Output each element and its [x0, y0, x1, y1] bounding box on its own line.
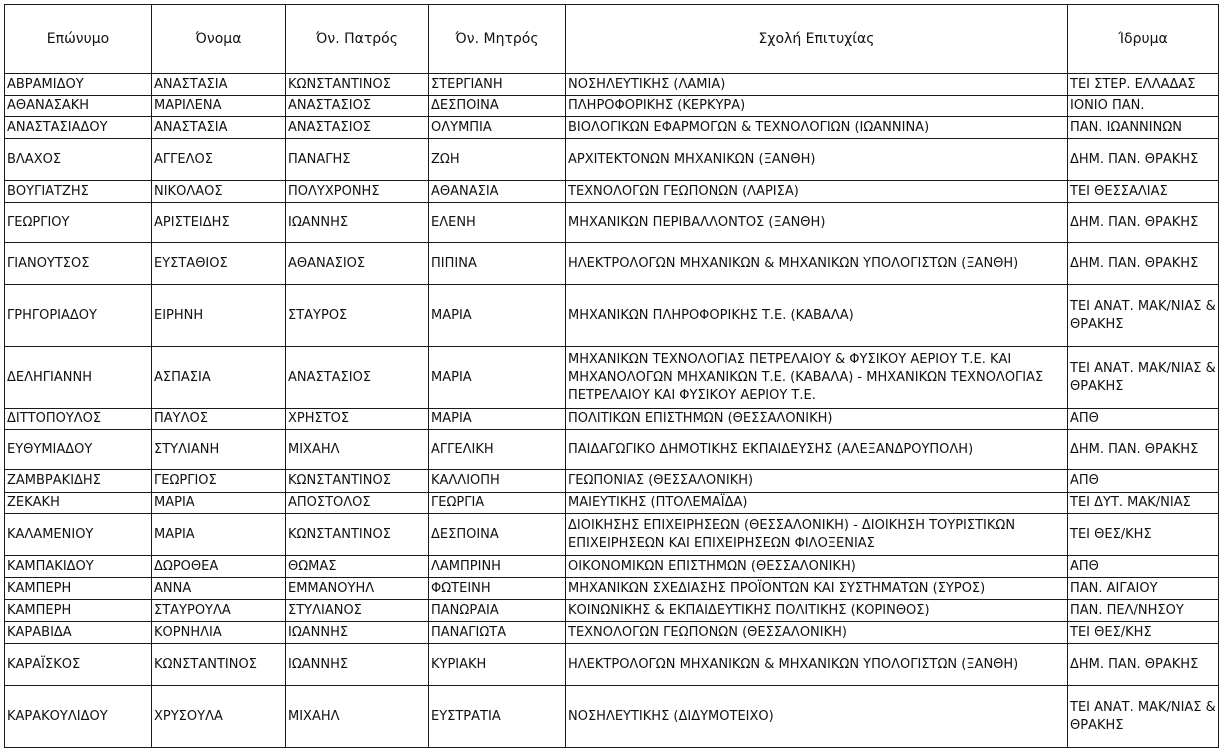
cell-father-name: ΑΘΑΝΑΣΙΟΣ: [286, 243, 429, 285]
cell-first-name: ΕΥΣΤΑΘΙΟΣ: [152, 243, 286, 285]
cell-first-name: ΚΟΡΝΗΛΙΑ: [152, 622, 286, 644]
table-row: [5, 243, 1219, 285]
table-row: [5, 96, 1219, 117]
cell-first-name: ΜΑΡΙΑ: [152, 493, 286, 514]
cell-institution: ΤΕΙ ΘΕΣ/ΚΗΣ: [1068, 622, 1219, 644]
cell-father-name: ΘΩΜΑΣ: [286, 556, 429, 578]
cell-first-name: ΑΡΙΣΤΕΙΔΗΣ: [152, 203, 286, 243]
cell-mother-name: ΓΕΩΡΓΙΑ: [429, 493, 566, 514]
cell-school: ΜΗΧΑΝΙΚΩΝ ΤΕΧΝΟΛΟΓΙΑΣ ΠΕΤΡΕΛΑΙΟΥ & ΦΥΣΙΚΟΥ ΑΕΡΙΟΥ Τ.Ε. ΚΑΙ ΜΗΧΑΝΟΛΟΓΩΝ ΜΗΧΑΝΙΚΩΝ Τ.Ε. (ΚΑΒΑΛΑ) - ΜΗΧΑΝΙΚΩΝ ΤΕΧΝΟΛΟΓΙΑΣ ΠΕΤΡΕΛΑΙΟΥ ΚΑΙ ΦΥΣΙΚΟΥ ΑΕΡΙΟΥ Τ.Ε.: [566, 347, 1068, 409]
table-row: [5, 139, 1219, 181]
cell-mother-name: ΠΑΝΑΓΙΩΤΑ: [429, 622, 566, 644]
table-row: [5, 493, 1219, 514]
cell-institution: ΑΠΘ: [1068, 409, 1219, 430]
cell-surname: ΚΑΜΠΑΚΙΔΟΥ: [5, 556, 152, 578]
cell-father-name: ΚΩΝΣΤΑΝΤΙΝΟΣ: [286, 74, 429, 96]
cell-surname: ΚΑΜΠΕΡΗ: [5, 578, 152, 600]
cell-father-name: ΧΡΗΣΤΟΣ: [286, 409, 429, 430]
cell-mother-name: ΦΩΤΕΙΝΗ: [429, 578, 566, 600]
cell-school: ΤΕΧΝΟΛΟΓΩΝ ΓΕΩΠΟΝΩΝ (ΛΑΡΙΣΑ): [566, 181, 1068, 203]
table-row: [5, 285, 1219, 347]
cell-school: ΜΗΧΑΝΙΚΩΝ ΠΕΡΙΒΑΛΛΟΝΤΟΣ (ΞΑΝΘΗ): [566, 203, 1068, 243]
cell-surname: ΑΘΑΝΑΣΑΚΗ: [5, 96, 152, 117]
cell-surname: ΓΙΑΝΟΥΤΣΟΣ: [5, 243, 152, 285]
cell-father-name: ΕΜΜΑΝΟΥΗΛ: [286, 578, 429, 600]
cell-father-name: ΠΑΝΑΓΗΣ: [286, 139, 429, 181]
cell-mother-name: ΖΩΗ: [429, 139, 566, 181]
cell-mother-name: ΑΓΓΕΛΙΚΗ: [429, 430, 566, 470]
cell-institution: ΤΕΙ ΘΕΣΣΑΛΙΑΣ: [1068, 181, 1219, 203]
cell-mother-name: ΔΕΣΠΟΙΝΑ: [429, 96, 566, 117]
cell-surname: ΒΟΥΓΙΑΤΖΗΣ: [5, 181, 152, 203]
cell-father-name: ΑΝΑΣΤΑΣΙΟΣ: [286, 117, 429, 139]
cell-father-name: ΙΩΑΝΝΗΣ: [286, 203, 429, 243]
cell-father-name: ΙΩΑΝΝΗΣ: [286, 644, 429, 686]
cell-father-name: ΣΤΑΥΡΟΣ: [286, 285, 429, 347]
cell-surname: ΚΑΡΑΒΙΔΑ: [5, 622, 152, 644]
cell-surname: ΚΑΛΑΜΕΝΙΟΥ: [5, 514, 152, 556]
table-row: [5, 203, 1219, 243]
cell-surname: ΕΥΘΥΜΙΑΔΟΥ: [5, 430, 152, 470]
cell-first-name: ΜΑΡΙΑ: [152, 514, 286, 556]
cell-institution: ΔΗΜ. ΠΑΝ. ΘΡΑΚΗΣ: [1068, 644, 1219, 686]
cell-father-name: ΜΙΧΑΗΛ: [286, 430, 429, 470]
cell-institution: ΠΑΝ. ΙΩΑΝΝΙΝΩΝ: [1068, 117, 1219, 139]
cell-first-name: ΧΡΥΣΟΥΛΑ: [152, 686, 286, 748]
table-row: [5, 644, 1219, 686]
cell-mother-name: ΛΑΜΠΡΙΝΗ: [429, 556, 566, 578]
table-row: [5, 600, 1219, 622]
cell-first-name: ΚΩΝΣΤΑΝΤΙΝΟΣ: [152, 644, 286, 686]
cell-first-name: ΔΩΡΟΘΕΑ: [152, 556, 286, 578]
cell-school: ΜΗΧΑΝΙΚΩΝ ΣΧΕΔΙΑΣΗΣ ΠΡΟΪΟΝΤΩΝ ΚΑΙ ΣΥΣΤΗΜΑΤΩΝ (ΣΥΡΟΣ): [566, 578, 1068, 600]
cell-father-name: ΑΝΑΣΤΑΣΙΟΣ: [286, 347, 429, 409]
cell-surname: ΖΑΜΒΡΑΚΙΔΗΣ: [5, 470, 152, 493]
cell-mother-name: ΣΤΕΡΓΙΑΝΗ: [429, 74, 566, 96]
cell-school: ΜΑΙΕΥΤΙΚΗΣ (ΠΤΟΛΕΜΑΪΔΑ): [566, 493, 1068, 514]
cell-school: ΔΙΟΙΚΗΣΗΣ ΕΠΙΧΕΙΡΗΣΕΩΝ (ΘΕΣΣΑΛΟΝΙΚΗ) - ΔΙΟΙΚΗΣΗ ΤΟΥΡΙΣΤΙΚΩΝ ΕΠΙΧΕΙΡΗΣΕΩΝ ΚΑΙ ΕΠΙΧΕΙΡΗΣΕΩΝ ΦΙΛΟΞΕΝΙΑΣ: [566, 514, 1068, 556]
header-first-name: Όνομα: [152, 5, 286, 74]
cell-institution: ΤΕΙ ΑΝΑΤ. ΜΑΚ/ΝΙΑΣ & ΘΡΑΚΗΣ: [1068, 285, 1219, 347]
results-table: [4, 4, 1219, 748]
cell-surname: ΚΑΜΠΕΡΗ: [5, 600, 152, 622]
cell-school: ΝΟΣΗΛΕΥΤΙΚΗΣ (ΔΙΔΥΜΟΤΕΙΧΟ): [566, 686, 1068, 748]
table-row: [5, 470, 1219, 493]
cell-institution: ΤΕΙ ΣΤΕΡ. ΕΛΛΑΔΑΣ: [1068, 74, 1219, 96]
cell-father-name: ΚΩΝΣΤΑΝΤΙΝΟΣ: [286, 470, 429, 493]
cell-school: ΝΟΣΗΛΕΥΤΙΚΗΣ (ΛΑΜΙΑ): [566, 74, 1068, 96]
table-row: [5, 409, 1219, 430]
cell-surname: ΑΒΡΑΜΙΔΟΥ: [5, 74, 152, 96]
header-row: [5, 5, 1219, 74]
cell-first-name: ΣΤΑΥΡΟΥΛΑ: [152, 600, 286, 622]
cell-school: ΠΛΗΡΟΦΟΡΙΚΗΣ (ΚΕΡΚΥΡΑ): [566, 96, 1068, 117]
cell-institution: ΔΗΜ. ΠΑΝ. ΘΡΑΚΗΣ: [1068, 139, 1219, 181]
cell-first-name: ΓΕΩΡΓΙΟΣ: [152, 470, 286, 493]
cell-surname: ΖΕΚΑΚΗ: [5, 493, 152, 514]
table-row: [5, 578, 1219, 600]
cell-school: ΤΕΧΝΟΛΟΓΩΝ ΓΕΩΠΟΝΩΝ (ΘΕΣΣΑΛΟΝΙΚΗ): [566, 622, 1068, 644]
cell-surname: ΓΡΗΓΟΡΙΑΔΟΥ: [5, 285, 152, 347]
cell-surname: ΒΛΑΧΟΣ: [5, 139, 152, 181]
cell-school: ΠΟΛΙΤΙΚΩΝ ΕΠΙΣΤΗΜΩΝ (ΘΕΣΣΑΛΟΝΙΚΗ): [566, 409, 1068, 430]
cell-institution: ΤΕΙ ΑΝΑΤ. ΜΑΚ/ΝΙΑΣ & ΘΡΑΚΗΣ: [1068, 347, 1219, 409]
cell-mother-name: ΜΑΡΙΑ: [429, 285, 566, 347]
cell-first-name: ΠΑΥΛΟΣ: [152, 409, 286, 430]
cell-institution: ΑΠΘ: [1068, 556, 1219, 578]
cell-institution: ΔΗΜ. ΠΑΝ. ΘΡΑΚΗΣ: [1068, 430, 1219, 470]
cell-school: ΟΙΚΟΝΟΜΙΚΩΝ ΕΠΙΣΤΗΜΩΝ (ΘΕΣΣΑΛΟΝΙΚΗ): [566, 556, 1068, 578]
table-row: [5, 117, 1219, 139]
cell-father-name: ΠΟΛΥΧΡΟΝΗΣ: [286, 181, 429, 203]
cell-mother-name: ΠΙΠΙΝΑ: [429, 243, 566, 285]
cell-surname: ΔΕΛΗΓΙΑΝΝΗ: [5, 347, 152, 409]
cell-mother-name: ΜΑΡΙΑ: [429, 347, 566, 409]
cell-school: ΜΗΧΑΝΙΚΩΝ ΠΛΗΡΟΦΟΡΙΚΗΣ Τ.Ε. (ΚΑΒΑΛΑ): [566, 285, 1068, 347]
cell-institution: ΙΟΝΙΟ ΠΑΝ.: [1068, 96, 1219, 117]
cell-school: ΓΕΩΠΟΝΙΑΣ (ΘΕΣΣΑΛΟΝΙΚΗ): [566, 470, 1068, 493]
cell-institution: ΠΑΝ. ΑΙΓΑΙΟΥ: [1068, 578, 1219, 600]
header-father-name: Όν. Πατρός: [286, 5, 429, 74]
table-row: [5, 622, 1219, 644]
cell-mother-name: ΔΕΣΠΟΙΝΑ: [429, 514, 566, 556]
cell-first-name: ΑΝΑΣΤΑΣΙΑ: [152, 117, 286, 139]
cell-institution: ΔΗΜ. ΠΑΝ. ΘΡΑΚΗΣ: [1068, 243, 1219, 285]
cell-school: ΑΡΧΙΤΕΚΤΟΝΩΝ ΜΗΧΑΝΙΚΩΝ (ΞΑΝΘΗ): [566, 139, 1068, 181]
cell-father-name: ΑΠΟΣΤΟΛΟΣ: [286, 493, 429, 514]
cell-school: ΗΛΕΚΤΡΟΛΟΓΩΝ ΜΗΧΑΝΙΚΩΝ & ΜΗΧΑΝΙΚΩΝ ΥΠΟΛΟΓΙΣΤΩΝ (ΞΑΝΘΗ): [566, 644, 1068, 686]
cell-school: ΚΟΙΝΩΝΙΚΗΣ & ΕΚΠΑΙΔΕΥΤΙΚΗΣ ΠΟΛΙΤΙΚΗΣ (ΚΟΡΙΝΘΟΣ): [566, 600, 1068, 622]
cell-first-name: ΑΝΝΑ: [152, 578, 286, 600]
table-row: [5, 430, 1219, 470]
cell-surname: ΔΙΤΤΟΠΟΥΛΟΣ: [5, 409, 152, 430]
cell-institution: ΔΗΜ. ΠΑΝ. ΘΡΑΚΗΣ: [1068, 203, 1219, 243]
table-row: [5, 181, 1219, 203]
table-row: [5, 514, 1219, 556]
cell-mother-name: ΠΑΝΩΡΑΙΑ: [429, 600, 566, 622]
cell-father-name: ΜΙΧΑΗΛ: [286, 686, 429, 748]
cell-institution: ΤΕΙ ΔΥΤ. ΜΑΚ/ΝΙΑΣ: [1068, 493, 1219, 514]
cell-first-name: ΝΙΚΟΛΑΟΣ: [152, 181, 286, 203]
cell-first-name: ΑΓΓΕΛΟΣ: [152, 139, 286, 181]
cell-first-name: ΑΝΑΣΤΑΣΙΑ: [152, 74, 286, 96]
cell-father-name: ΣΤΥΛΙΑΝΟΣ: [286, 600, 429, 622]
table-body: [5, 74, 1219, 748]
cell-school: ΠΑΙΔΑΓΩΓΙΚΟ ΔΗΜΟΤΙΚΗΣ ΕΚΠΑΙΔΕΥΣΗΣ (ΑΛΕΞΑΝΔΡΟΥΠΟΛΗ): [566, 430, 1068, 470]
cell-first-name: ΕΙΡΗΝΗ: [152, 285, 286, 347]
cell-father-name: ΚΩΝΣΤΑΝΤΙΝΟΣ: [286, 514, 429, 556]
header-mother-name: Όν. Μητρός: [429, 5, 566, 74]
cell-surname: ΚΑΡΑΪΣΚΟΣ: [5, 644, 152, 686]
cell-institution: ΠΑΝ. ΠΕΛ/ΝΗΣΟΥ: [1068, 600, 1219, 622]
header-school: Σχολή Επιτυχίας: [566, 5, 1068, 74]
cell-school: ΒΙΟΛΟΓΙΚΩΝ ΕΦΑΡΜΟΓΩΝ & ΤΕΧΝΟΛΟΓΙΩΝ (ΙΩΑΝΝΙΝΑ): [566, 117, 1068, 139]
cell-first-name: ΜΑΡΙΛΕΝΑ: [152, 96, 286, 117]
cell-first-name: ΑΣΠΑΣΙΑ: [152, 347, 286, 409]
cell-mother-name: ΜΑΡΙΑ: [429, 409, 566, 430]
cell-school: ΗΛΕΚΤΡΟΛΟΓΩΝ ΜΗΧΑΝΙΚΩΝ & ΜΗΧΑΝΙΚΩΝ ΥΠΟΛΟΓΙΣΤΩΝ (ΞΑΝΘΗ): [566, 243, 1068, 285]
table-row: [5, 556, 1219, 578]
cell-first-name: ΣΤΥΛΙΑΝΗ: [152, 430, 286, 470]
cell-surname: ΑΝΑΣΤΑΣΙΑΔΟΥ: [5, 117, 152, 139]
cell-mother-name: ΑΘΑΝΑΣΙΑ: [429, 181, 566, 203]
cell-mother-name: ΕΥΣΤΡΑΤΙΑ: [429, 686, 566, 748]
table-row: [5, 347, 1219, 409]
cell-mother-name: ΟΛΥΜΠΙΑ: [429, 117, 566, 139]
cell-father-name: ΙΩΑΝΝΗΣ: [286, 622, 429, 644]
cell-mother-name: ΚΥΡΙΑΚΗ: [429, 644, 566, 686]
cell-institution: ΑΠΘ: [1068, 470, 1219, 493]
cell-mother-name: ΕΛΕΝΗ: [429, 203, 566, 243]
cell-institution: ΤΕΙ ΘΕΣ/ΚΗΣ: [1068, 514, 1219, 556]
table-row: [5, 686, 1219, 748]
header-surname: Επώνυμο: [5, 5, 152, 74]
cell-mother-name: ΚΑΛΛΙΟΠΗ: [429, 470, 566, 493]
cell-surname: ΓΕΩΡΓΙΟΥ: [5, 203, 152, 243]
cell-father-name: ΑΝΑΣΤΑΣΙΟΣ: [286, 96, 429, 117]
cell-institution: ΤΕΙ ΑΝΑΤ. ΜΑΚ/ΝΙΑΣ & ΘΡΑΚΗΣ: [1068, 686, 1219, 748]
header-institution: Ίδρυμα: [1068, 5, 1219, 74]
cell-surname: ΚΑΡΑΚΟΥΛΙΔΟΥ: [5, 686, 152, 748]
table-row: [5, 74, 1219, 96]
